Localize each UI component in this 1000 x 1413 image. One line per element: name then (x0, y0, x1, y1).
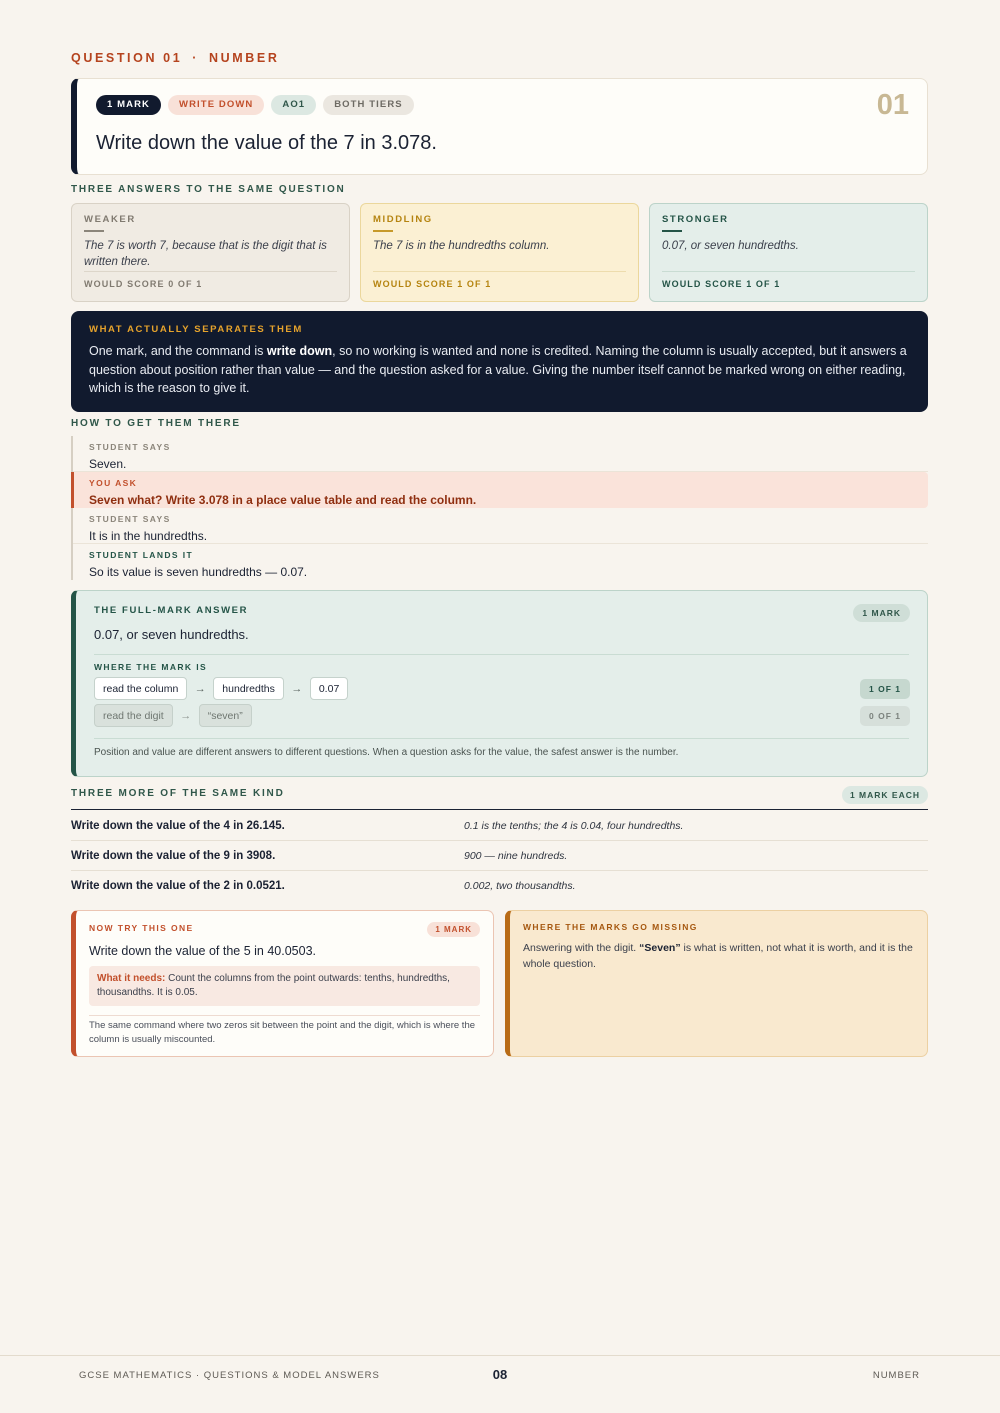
three-answers-heading: THREE ANSWERS TO THE SAME QUESTION (71, 184, 346, 195)
divider (94, 654, 909, 655)
separates-label: WHAT ACTUALLY SEPARATES THEM (89, 324, 303, 335)
more-questions-mark-chip: 1 MARK EACH (842, 786, 928, 804)
chain-step: read the column (94, 677, 187, 700)
speaker-text: Seven what? Write 3.078 in a place value table and read the column. (89, 493, 477, 507)
question-text: Write down the value of the 7 in 3.078. (96, 132, 437, 154)
answer-score: WOULD SCORE 0 OF 1 (84, 279, 203, 289)
speaker-label: STUDENT LANDS IT (89, 550, 194, 560)
missing-body (523, 940, 914, 972)
answer-card-stronger (649, 203, 928, 302)
chain-step: 0.07 (310, 677, 348, 700)
marks-chip: 1 MARK (96, 95, 161, 115)
missing-text-bold: “Seven” (639, 942, 681, 954)
answer-card-weaker (71, 203, 350, 302)
speaker-label: STUDENT SAYS (89, 442, 171, 452)
speaker-label: STUDENT SAYS (89, 514, 171, 524)
arrow-right-icon: → (180, 709, 192, 722)
tier-chip: BOTH TIERS (323, 95, 414, 115)
practice-row (71, 841, 928, 871)
answer-text: 0.07, or seven hundredths. (662, 240, 799, 252)
credited-score: 1 OF 1 (860, 679, 910, 699)
conversation-row (73, 508, 928, 544)
answer-label: STRONGER (662, 214, 729, 225)
credited-chain (94, 677, 348, 700)
question-chips (96, 95, 414, 115)
full-mark-chip: 1 MARK (853, 604, 910, 622)
uncredited-score: 0 OF 1 (860, 706, 910, 726)
conversation-heading: HOW TO GET THEM THERE (71, 418, 241, 429)
try-hint (89, 966, 480, 1006)
command-chip: WRITE DOWN (168, 95, 264, 115)
practice-row (71, 871, 928, 901)
missing-text-before: Answering with the digit. (523, 942, 640, 954)
question-number: 01 (876, 89, 909, 121)
speaker-text: So its value is seven hundredths — 0.07. (89, 565, 308, 579)
answer-score: WOULD SCORE 1 OF 1 (373, 279, 492, 289)
chain-step: hundredths (213, 677, 284, 700)
footer-title: GCSE MATHEMATICS · QUESTIONS & MODEL ANSWERS (79, 1370, 380, 1381)
try-footnote: The same command where two zeros sit between the point and the digit, which is where the column is usually miscounted. (89, 1020, 476, 1045)
separates-body (89, 342, 910, 398)
footer-section: NUMBER (872, 1370, 920, 1381)
eyebrow-separator: · (192, 51, 200, 65)
try-hint-text: Count the columns from the point outwards: tenths, hundredths, thousandths. It is 0.05. (97, 973, 450, 998)
chain-step: “seven” (199, 704, 252, 727)
full-mark-label: THE FULL-MARK ANSWER (94, 605, 249, 616)
divider (89, 1015, 480, 1016)
answer-text: The 7 is worth 7, because that is the digit that is written there. (84, 240, 327, 268)
conversation-row-lands (73, 544, 928, 580)
marks-missing-panel (505, 910, 928, 1057)
separates-text-after: , so no working is wanted and none is credited. Naming the column is usually accepted, but it answers a question about position rather than value — and the question asked for a value. Giving the number itself cannot be marked wrong on either reading, which is the reason to give it. (89, 344, 907, 395)
arrow-right-icon: → (291, 682, 303, 695)
arrow-right-icon: → (194, 682, 206, 695)
answer-accent-bar (373, 230, 393, 232)
speaker-text: Seven. (89, 457, 127, 471)
eyebrow-question: QUESTION 01 (71, 51, 183, 65)
full-mark-footnote: Position and value are different answers to different questions. When a question asks for the value, the safest answer is the number. (94, 747, 679, 758)
question-card (71, 78, 928, 175)
divider (84, 271, 337, 272)
page-footer (0, 1355, 1000, 1413)
speaker-text: It is in the hundredths. (89, 529, 208, 543)
speaker-label: YOU ASK (89, 478, 138, 488)
full-mark-answer: 0.07, or seven hundredths. (94, 627, 249, 642)
eyebrow-topic: NUMBER (209, 51, 280, 65)
more-questions-header (71, 786, 928, 810)
conversation-row-ask (71, 472, 928, 508)
try-this-panel (71, 910, 494, 1057)
eyebrow (71, 51, 280, 65)
ao-chip: AO1 (271, 95, 316, 115)
separates-panel (71, 311, 928, 412)
more-questions-heading: THREE MORE OF THE SAME KIND (71, 788, 285, 799)
answer-card-middling (360, 203, 639, 302)
practice-question: Write down the value of the 9 in 3908. (71, 850, 276, 862)
divider (94, 738, 909, 739)
try-question: Write down the value of the 5 in 40.0503. (89, 944, 317, 958)
where-mark-label: WHERE THE MARK IS (94, 662, 208, 672)
chain-step: read the digit (94, 704, 173, 727)
practice-answer: 0.002, two thousandths. (464, 880, 576, 892)
conversation-list (71, 436, 928, 580)
divider (662, 271, 915, 272)
try-hint-label: What it needs: (97, 973, 166, 984)
uncredited-chain (94, 704, 252, 727)
practice-question: Write down the value of the 4 in 26.145. (71, 820, 285, 832)
try-mark-chip: 1 MARK (427, 922, 480, 937)
page-number: 08 (492, 1367, 508, 1382)
answer-text: The 7 is in the hundredths column. (373, 240, 550, 252)
practice-row (71, 811, 928, 841)
answer-accent-bar (84, 230, 104, 232)
missing-label: WHERE THE MARKS GO MISSING (523, 922, 698, 932)
answer-label: MIDDLING (373, 214, 433, 225)
practice-answer: 0.1 is the tenths; the 4 is 0.04, four hundredths. (464, 820, 684, 832)
separates-text-before: One mark, and the command is (89, 344, 267, 358)
practice-answer: 900 — nine hundreds. (464, 850, 568, 862)
answer-label: WEAKER (84, 214, 136, 225)
try-label: NOW TRY THIS ONE (89, 923, 194, 933)
conversation-row (73, 436, 928, 472)
answer-score: WOULD SCORE 1 OF 1 (662, 279, 781, 289)
practice-question: Write down the value of the 2 in 0.0521. (71, 880, 285, 892)
separates-text-bold: write down (266, 344, 333, 358)
full-mark-panel (71, 590, 928, 777)
answer-accent-bar (662, 230, 682, 232)
missing-text-after: is what is written, not what it is worth, and it is the whole question. (523, 942, 913, 970)
divider (373, 271, 626, 272)
